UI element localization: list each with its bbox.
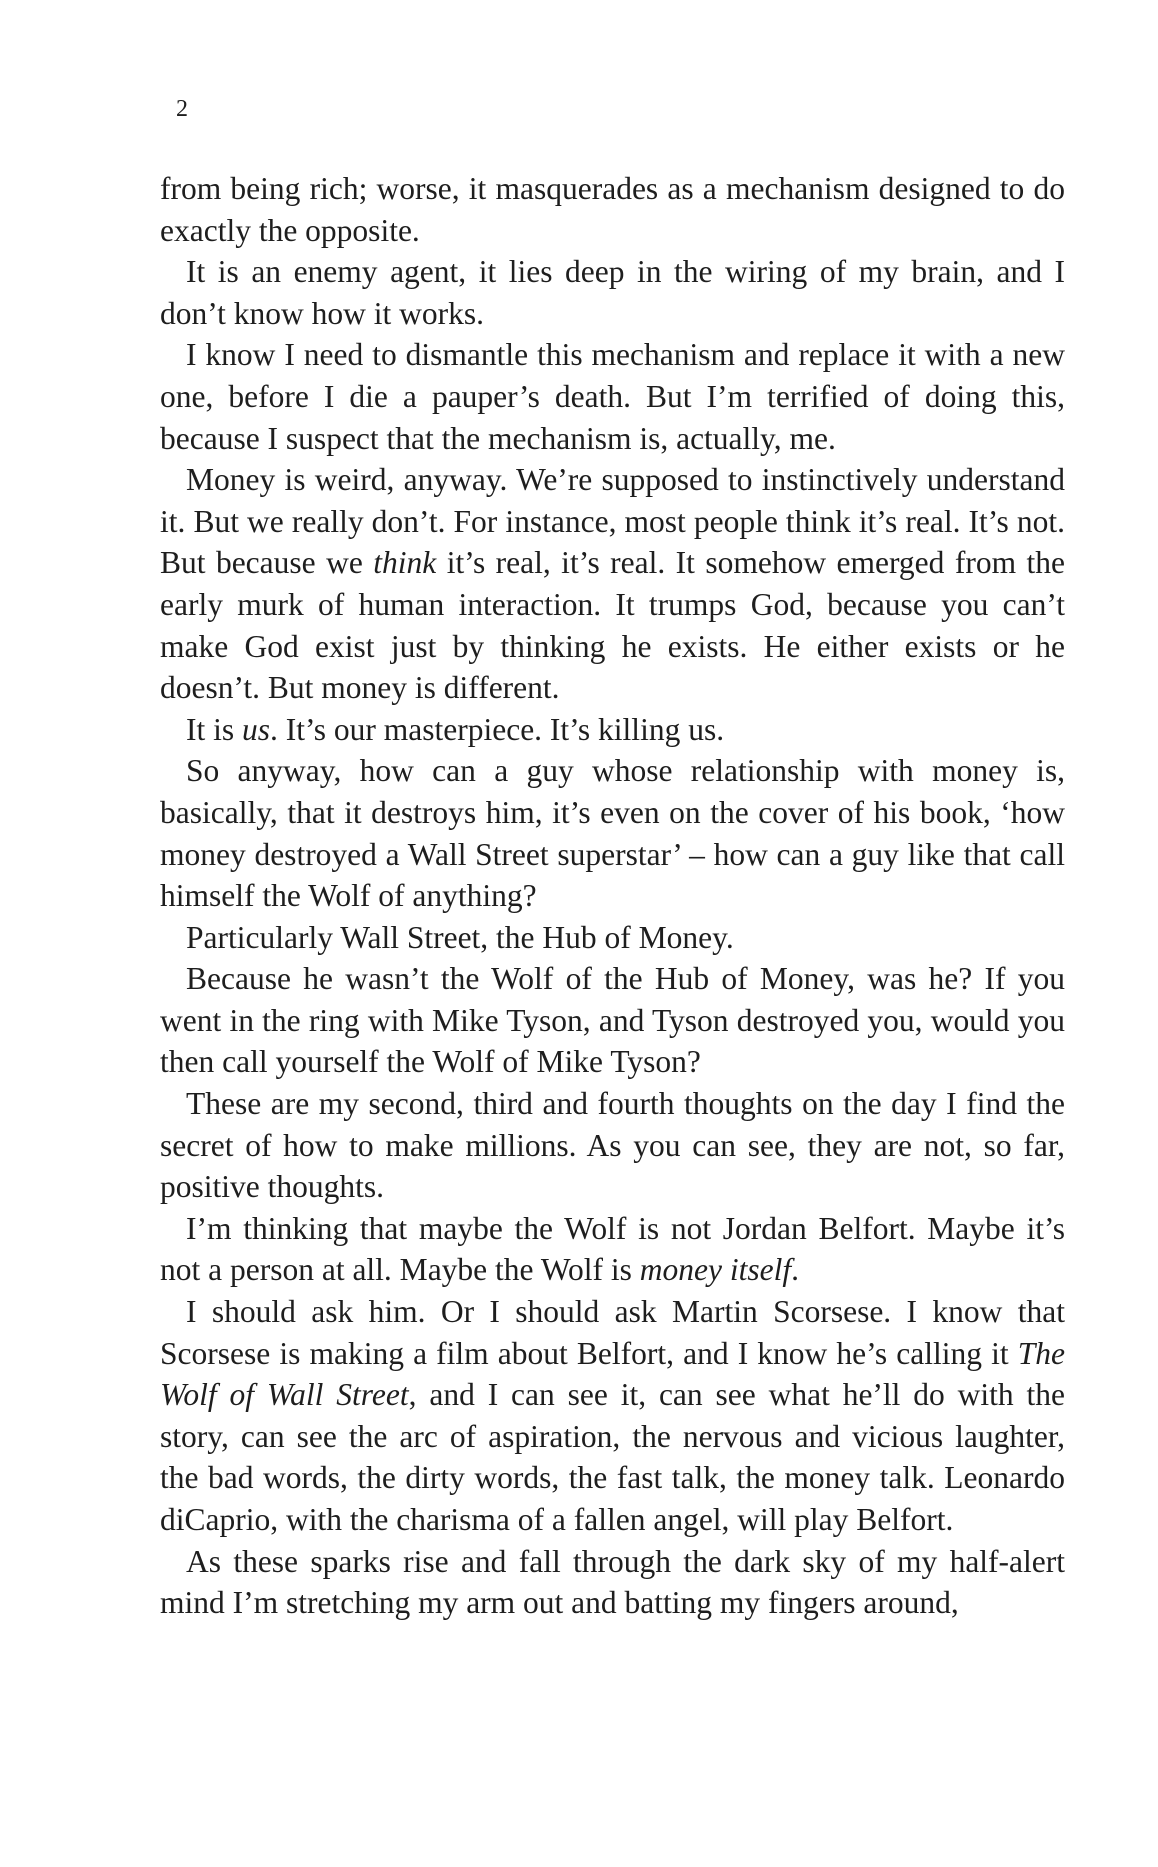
paragraph: [160, 709, 1065, 751]
paragraph: [160, 917, 1065, 959]
italic-text: The Wolf of Wall Street: [160, 1335, 1065, 1413]
italic-text: us: [242, 711, 271, 747]
text-run: So anyway, how can a guy whose relationship with money is, basically, that it destroys him, it’s even on the cover of his book, ‘how money destroyed a Wall Street superstar’ – how can a guy like that call himself the Wolf of anything?: [160, 753, 1065, 914]
text-run: Particularly Wall Street, the Hub of Money.: [186, 919, 734, 955]
text-run: I know I need to dismantle this mechanism and replace it with a new one, before I die a pauper’s death. But I’m terrified of doing this, because I suspect that the mechanism is, actually, me.: [160, 337, 1065, 456]
body-text: [160, 168, 1065, 1624]
paragraph: [160, 168, 1065, 251]
text-run: I’m thinking that maybe the Wolf is not Jordan Belfort. Maybe it’s not a person at all. Maybe the Wolf is: [160, 1210, 1065, 1288]
text-run: It is: [186, 711, 243, 747]
text-run: . It’s our masterpiece. It’s killing us.: [270, 711, 725, 747]
text-run: , and I can see it, can see what he’ll do with the story, can see the arc of aspiration, the nervous and vicious laughter, the bad words, the dirty words, the fast talk, the money talk. Leonardo diCaprio, with the charisma of a fallen angel, will play Belfort.: [160, 1377, 1066, 1537]
text-run: .: [791, 1252, 799, 1288]
paragraph: [160, 750, 1065, 916]
italic-text: money itself: [639, 1252, 792, 1288]
text-run: Because he wasn’t the Wolf of the Hub of Money, was he? If you went in the ring with Mike Tyson, and Tyson destroyed you, would you then call yourself the Wolf of Mike Tyson?: [160, 961, 1065, 1080]
text-run: It is an enemy agent, it lies deep in the wiring of my brain, and I don’t know how it works.: [160, 254, 1065, 331]
paragraph: [160, 251, 1065, 334]
text-run: it’s real, it’s real. It somehow emerged from the early murk of human interaction. It trumps God, because you can’t make God exist just by thinking he exists. He either exists or he doesn’t. But money is different.: [160, 545, 1065, 706]
text-run: These are my second, third and fourth thoughts on the day I find the secret of how to make millions. As you can see, they are not, so far, positive thoughts.: [160, 1086, 1065, 1205]
text-run: As these sparks rise and fall through the dark sky of my half-alert mind I’m stretching my arm out and batting my fingers around,: [160, 1543, 1065, 1621]
paragraph: [160, 334, 1065, 459]
paragraph: [160, 1208, 1065, 1291]
paragraph: [160, 1541, 1065, 1624]
text-run: from being rich; worse, it masquerades as a mechanism designed to do exactly the opposite.: [160, 171, 1065, 248]
text-run: Money is weird, anyway. We’re supposed to instinctively understand it. But we really don’t. For instance, most people think it’s real. It’s not. But because we: [160, 462, 1065, 581]
paragraph: [160, 1083, 1065, 1208]
italic-text: think: [373, 545, 437, 581]
paragraph: [160, 1291, 1065, 1541]
paragraph: [160, 958, 1065, 1083]
paragraph: [160, 459, 1065, 709]
page-number: 2: [176, 96, 188, 122]
text-run: I should ask him. Or I should ask Martin Scorsese. I know that Scorsese is making a film about Belfort, and I know he’s calling it: [160, 1294, 1065, 1371]
